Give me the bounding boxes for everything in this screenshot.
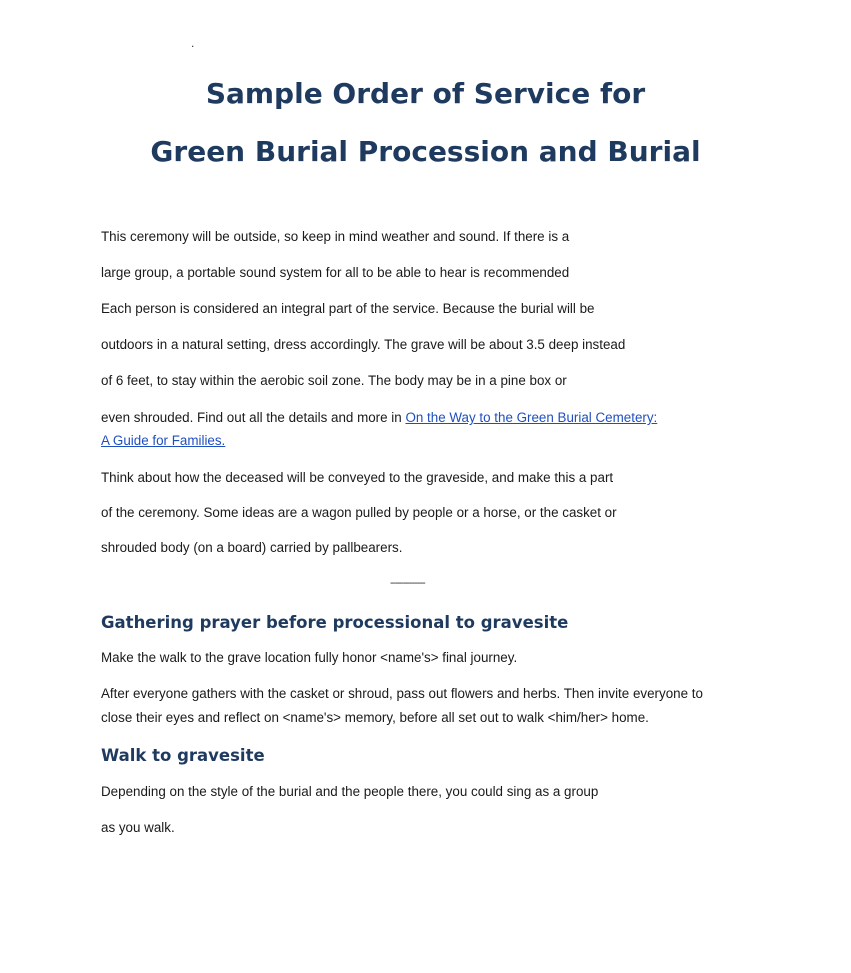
intro-line-5: of 6 feet, to stay within the aerobic soil zone. The body may be in a pine box or <box>101 373 567 388</box>
conveyance-line-2: of the ceremony. Some ideas are a wagon pulled by people or a horse, or the casket or <box>101 505 617 520</box>
gathering-line-3: close their eyes and reflect on <name's> memory, before all set out to walk <him/her> home. <box>101 710 649 725</box>
section-separator: ------------- <box>390 577 425 589</box>
intro-line-6-text: even shrouded. Find out all the details and more in <box>101 410 406 425</box>
walk-line-1: Depending on the style of the burial and the people there, you could sing as a group <box>101 784 599 799</box>
gathering-line-2: After everyone gathers with the casket or shroud, pass out flowers and herbs. Then invite everyone to <box>101 686 703 701</box>
conveyance-line-3: shrouded body (on a board) carried by pallbearers. <box>101 540 403 555</box>
section-heading-walk: Walk to gravesite <box>101 746 265 765</box>
intro-line-6 <box>101 411 657 424</box>
gathering-line-1: Make the walk to the grave location fully honor <name's> final journey. <box>101 650 518 665</box>
intro-line-2: large group, a portable sound system for all to be able to hear is recommended <box>101 265 570 280</box>
intro-line-1: This ceremony will be outside, so keep in mind weather and sound. If there is a <box>101 229 570 244</box>
guide-link[interactable]: On the Way to the Green Burial Cemetery: <box>405 410 658 425</box>
section-heading-gathering-prayer: Gathering prayer before processional to gravesite <box>101 613 569 632</box>
intro-line-7 <box>101 434 225 447</box>
document-title-line2: Green Burial Procession and Burial <box>150 135 701 168</box>
stray-mark: . <box>191 36 195 50</box>
conveyance-line-1: Think about how the deceased will be conveyed to the graveside, and make this a part <box>101 470 614 485</box>
intro-line-4: outdoors in a natural setting, dress accordingly. The grave will be about 3.5 deep instead <box>101 337 626 352</box>
document-title-line1: Sample Order of Service for <box>205 77 646 110</box>
walk-line-2: as you walk. <box>101 820 175 835</box>
intro-line-3: Each person is considered an integral part of the service. Because the burial will be <box>101 301 595 316</box>
guide-link-continued[interactable]: A Guide for Families. <box>101 433 226 448</box>
